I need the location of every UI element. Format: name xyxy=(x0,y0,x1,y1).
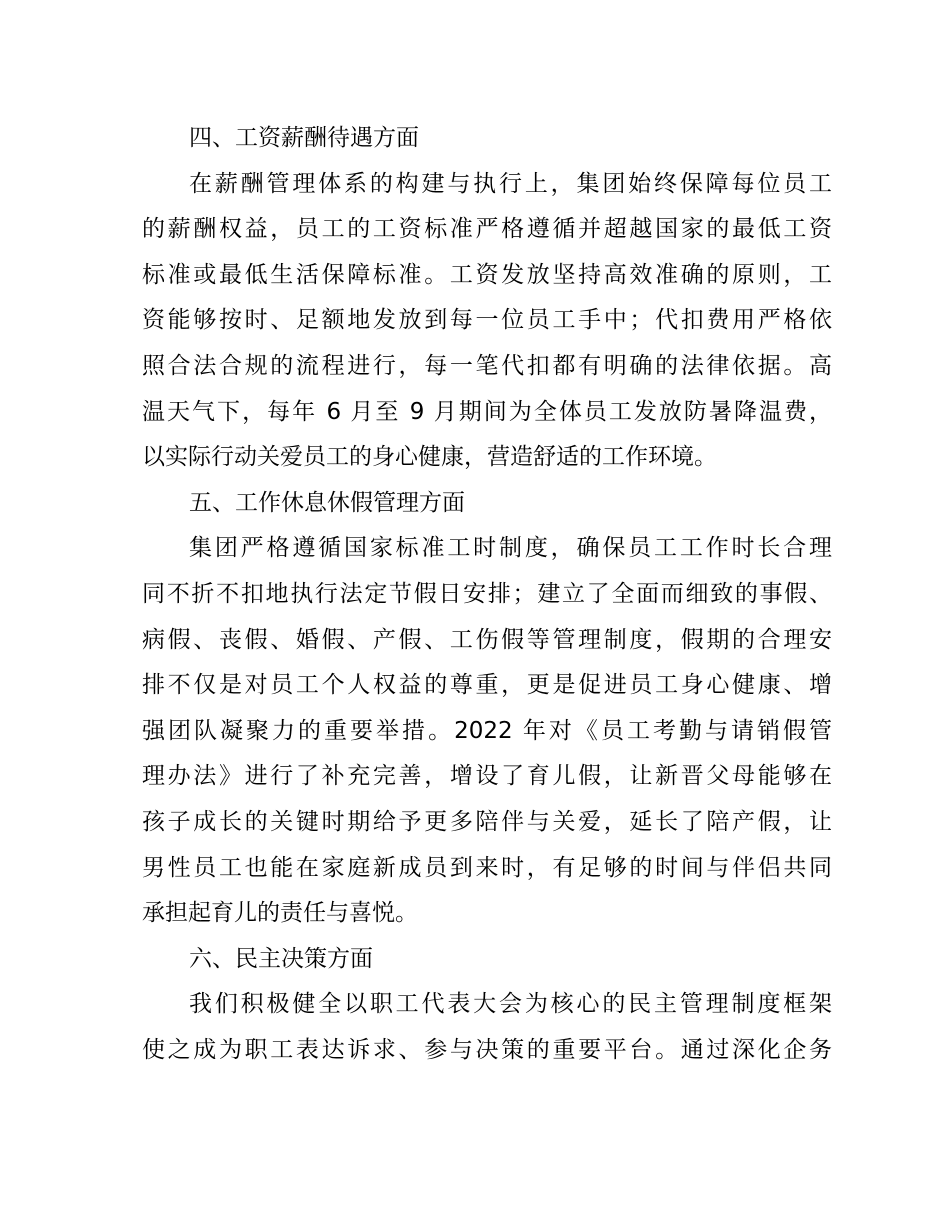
document-page xyxy=(142,116,832,1073)
paragraph-line: 男性员工也能在家庭新成员到来时，有足够的时间与伴侣共同 xyxy=(142,854,832,881)
paragraph-line: 承担起育儿的责任与喜悦。 xyxy=(142,900,418,927)
paragraph-line: 温天气下，每年 6 月至 9 月期间为全体员工发放防暑降温费， xyxy=(142,398,832,425)
paragraph-line: 病假、丧假、婚假、产假、工伤假等管理制度，假期的合理安 xyxy=(142,626,832,653)
paragraph-line: 以实际行动关爱员工的身心健康，营造舒适的工作环境。 xyxy=(142,444,717,471)
section-heading-leave: 五、工作休息休假管理方面 xyxy=(189,489,465,516)
paragraph-line: 的薪酬权益，员工的工资标准严格遵循并超越国家的最低工资 xyxy=(142,216,832,243)
paragraph-line: 强团队凝聚力的重要举措。2022 年对《员工考勤与请销假管 xyxy=(142,717,832,744)
section-heading-wages: 四、工资薪酬待遇方面 xyxy=(189,125,419,151)
paragraph-line: 在薪酬管理体系的构建与执行上，集团始终保障每位员工 xyxy=(189,170,832,197)
paragraph-line: 照合法合规的流程进行，每一笔代扣都有明确的法律依据。高 xyxy=(142,352,832,379)
paragraph-line: 排不仅是对员工个人权益的尊重，更是促进员工身心健康、增 xyxy=(142,672,832,699)
section-heading-democracy: 六、民主决策方面 xyxy=(189,945,373,972)
paragraph-line: 理办法》进行了补充完善，增设了育儿假，让新晋父母能够在 xyxy=(142,763,832,790)
paragraph-line: 我们积极健全以职工代表大会为核心的民主管理制度框架 xyxy=(189,991,832,1018)
paragraph-line: 资能够按时、足额地发放到每一位员工手中；代扣费用严格依 xyxy=(142,307,832,334)
paragraph-line: 集团严格遵循国家标准工时制度，确保员工工作时长合理 xyxy=(189,535,832,562)
paragraph-line: 同不折不扣地执行法定节假日安排；建立了全面而细致的事假、 xyxy=(142,580,832,607)
paragraph-line: 标准或最低生活保障标准。工资发放坚持高效准确的原则，工 xyxy=(142,261,832,288)
paragraph-line: 孩子成长的关键时期给予更多陪伴与关爱，延长了陪产假，让 xyxy=(142,808,832,835)
paragraph-line: 使之成为职工表达诉求、参与决策的重要平台。通过深化企务 xyxy=(142,1036,832,1063)
